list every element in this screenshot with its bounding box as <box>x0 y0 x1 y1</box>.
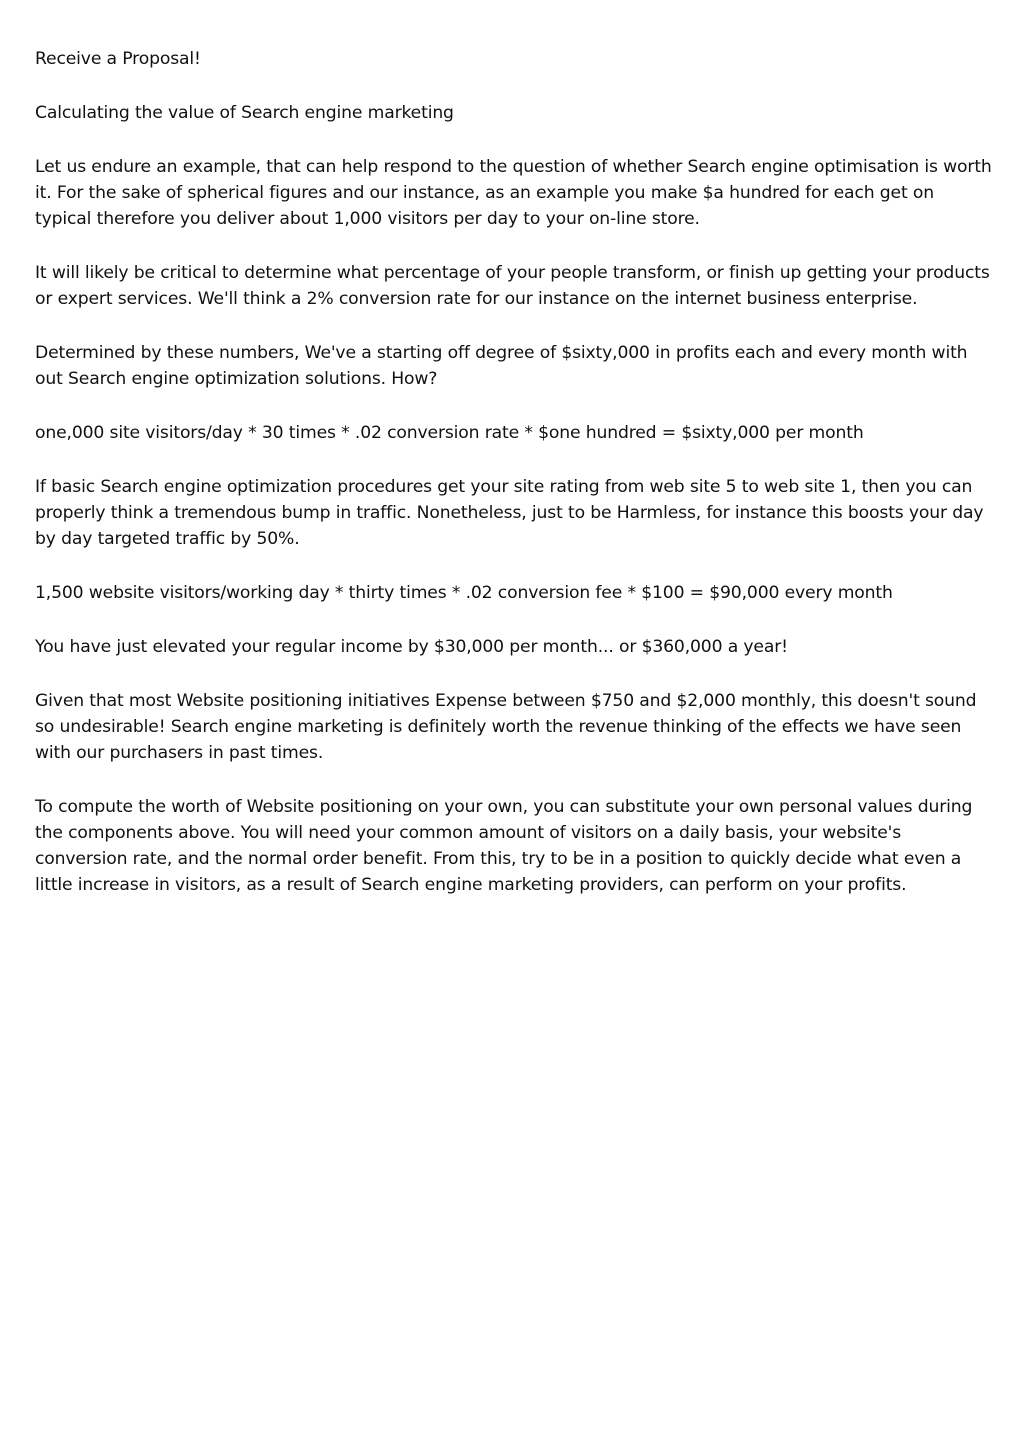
paragraph-income-increase: You have just elevated your regular income by $30,000 per month... or $360,000 a year! <box>35 637 788 657</box>
document-body <box>35 46 995 926</box>
paragraph-traffic-boost: If basic Search engine optimization procedures get your site rating from web site 5 to web site 1, then you can properly think a tremendous bump in traffic. Nonetheless, just to be Harmless, for instance this boosts your day by day targeted traffic by 50%. <box>35 477 984 549</box>
paragraph-baseline-profits: Determined by these numbers, We've a starting off degree of $sixty,000 in profits each and every month with out Search engine optimization solutions. How? <box>35 343 968 389</box>
subheading-seo-value: Calculating the value of Search engine marketing <box>35 103 454 123</box>
paragraph-example-intro: Let us endure an example, that can help respond to the question of whether Search engine optimisation is worth it. For the sake of spherical figures and our instance, as an example you make $a hundred for each get on typical therefore you deliver about 1,000 visitors per day to your on-line store. <box>35 157 992 229</box>
paragraph-cost-comparison: Given that most Website positioning initiatives Expense between $750 and $2,000 monthly, this doesn't sound so undesirable! Search engine marketing is definitely worth the revenue thinking of the effects we have seen with our purchasers in past times. <box>35 691 977 763</box>
paragraph-compute-own: To compute the worth of Website positioning on your own, you can substitute your own personal values during the components above. You will need your common amount of visitors on a daily basis, your website's conversion rate, and the normal order benefit. From this, try to be in a position to quickly decide what even a little increase in visitors, as a result of Search engine marketing providers, can perform on your profits. <box>35 797 973 895</box>
paragraph-conversion-rate: It will likely be critical to determine what percentage of your people transform, or finish up getting your products or expert services. We'll think a 2% conversion rate for our instance on the internet business enterprise. <box>35 263 990 309</box>
heading-receive-proposal: Receive a Proposal! <box>35 49 201 69</box>
formula-baseline: one,000 site visitors/day * 30 times * .02 conversion rate * $one hundred = $sixty,000 per month <box>35 423 864 443</box>
formula-boosted: 1,500 website visitors/working day * thirty times * .02 conversion fee * $100 = $90,000 every month <box>35 583 893 603</box>
